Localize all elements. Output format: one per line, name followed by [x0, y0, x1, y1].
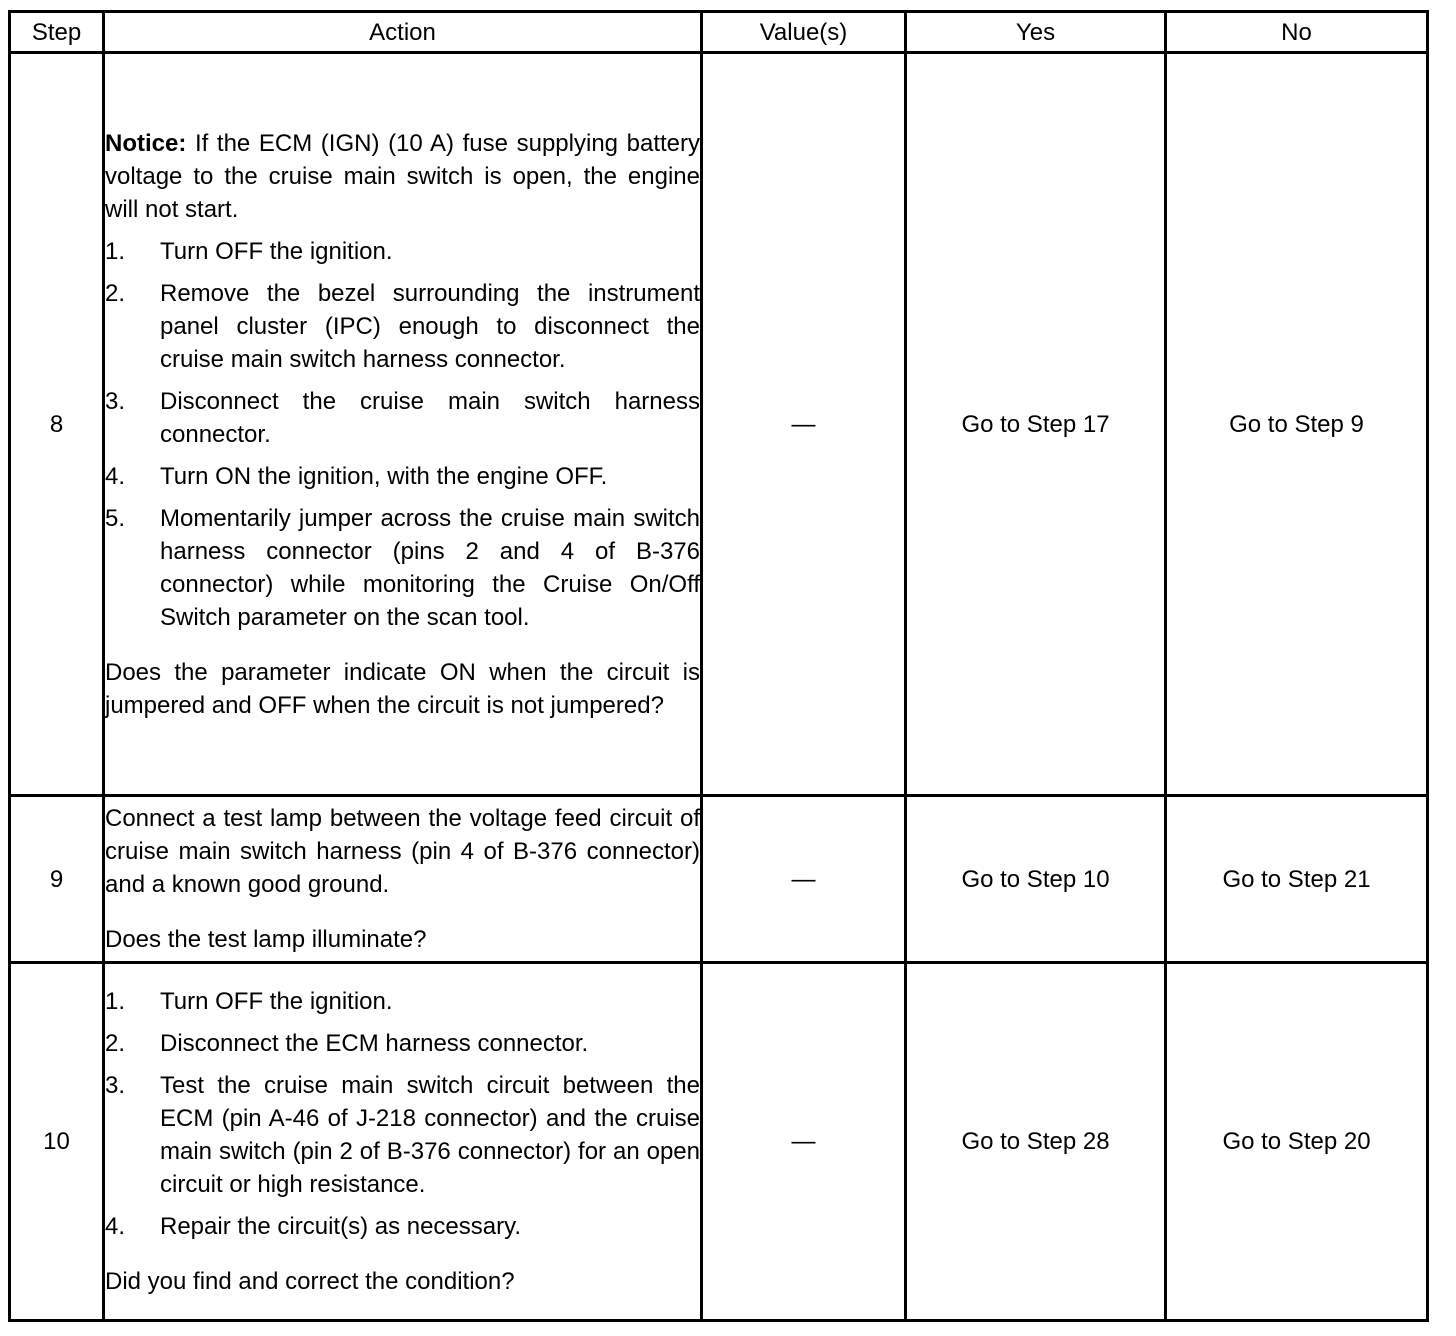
step-number: 8 — [10, 53, 104, 796]
list-item — [105, 985, 700, 1018]
list-item-number: 3. — [105, 1072, 126, 1099]
value-cell: — — [702, 796, 906, 963]
list-item-text: Momentarily jumper across the cruise main switch harness connector (pins 2 and 4 of B-376 connector) while monitoring the Cruise On/Off Switch parameter on the scan tool. — [160, 504, 700, 631]
list-item-text: Disconnect the cruise main switch harness connector. — [160, 387, 700, 448]
action-cell — [104, 796, 702, 963]
list-item — [105, 1069, 700, 1201]
step-number: 9 — [10, 796, 104, 963]
diagnostic-table — [8, 10, 1429, 1322]
header-values: Value(s) — [702, 12, 906, 53]
list-item-text: Turn ON the ignition, with the engine OFF. — [160, 462, 608, 490]
table-row-step-9 — [10, 796, 1428, 963]
header-no: No — [1166, 12, 1428, 53]
list-item — [105, 460, 700, 493]
step-number: 10 — [10, 963, 104, 1321]
action-cell — [104, 53, 702, 796]
list-item-number: 3. — [105, 387, 126, 415]
notice-label: Notice: — [105, 129, 187, 157]
list-item-text: Turn OFF the ignition. — [160, 237, 393, 265]
list-item — [105, 385, 700, 451]
yes-cell: Go to Step 17 — [906, 53, 1166, 796]
question: Does the parameter indicate ON when the circuit is jumpered and OFF when the circuit is not jumpered? — [105, 658, 700, 719]
list-item-text: Remove the bezel surrounding the instrument panel cluster (IPC) enough to disconnect the cruise main switch harness connector. — [160, 279, 700, 373]
list-item-text: Turn OFF the ignition. — [160, 988, 393, 1015]
header-row — [10, 12, 1428, 53]
list-item — [105, 1027, 700, 1060]
no-cell: Go to Step 20 — [1166, 963, 1428, 1321]
action-text: Connect a test lamp between the voltage feed circuit of cruise main switch harness (pin 4 of B-376 connector) and a known good ground. — [105, 805, 700, 898]
list-item-number: 5. — [105, 504, 126, 532]
value-cell: — — [702, 963, 906, 1321]
list-item-number: 4. — [105, 462, 126, 490]
list-item-number: 2. — [105, 279, 126, 307]
list-item-text: Test the cruise main switch circuit between the ECM (pin A-46 of J-218 connector) and the cruise main switch (pin 2 of B-376 connector) for an open circuit or high resistance. — [160, 1072, 700, 1198]
list-item-number: 1. — [105, 237, 126, 265]
notice — [105, 127, 700, 226]
value-cell: — — [702, 53, 906, 796]
list-item-text: Disconnect the ECM harness connector. — [160, 1030, 589, 1057]
question: Does the test lamp illuminate? — [105, 926, 427, 953]
header-action: Action — [104, 12, 702, 53]
action-cell — [104, 963, 702, 1321]
table-row-step-8 — [10, 53, 1428, 796]
header-yes: Yes — [906, 12, 1166, 53]
list-item — [105, 1210, 700, 1243]
header-step: Step — [10, 12, 104, 53]
action-list — [105, 235, 700, 634]
list-item — [105, 502, 700, 634]
no-cell: Go to Step 21 — [1166, 796, 1428, 963]
list-item-text: Repair the circuit(s) as necessary. — [160, 1213, 522, 1240]
action-list — [105, 985, 700, 1243]
no-cell: Go to Step 9 — [1166, 53, 1428, 796]
list-item — [105, 235, 700, 268]
question: Did you find and correct the condition? — [105, 1268, 515, 1295]
yes-cell: Go to Step 28 — [906, 963, 1166, 1321]
list-item-number: 4. — [105, 1213, 126, 1240]
table-row-step-10 — [10, 963, 1428, 1321]
list-item-number: 2. — [105, 1030, 126, 1057]
list-item — [105, 277, 700, 376]
notice-text: If the ECM (IGN) (10 A) fuse supplying battery voltage to the cruise main switch is open, the engine will not start. — [105, 129, 700, 223]
list-item-number: 1. — [105, 988, 126, 1015]
yes-cell: Go to Step 10 — [906, 796, 1166, 963]
